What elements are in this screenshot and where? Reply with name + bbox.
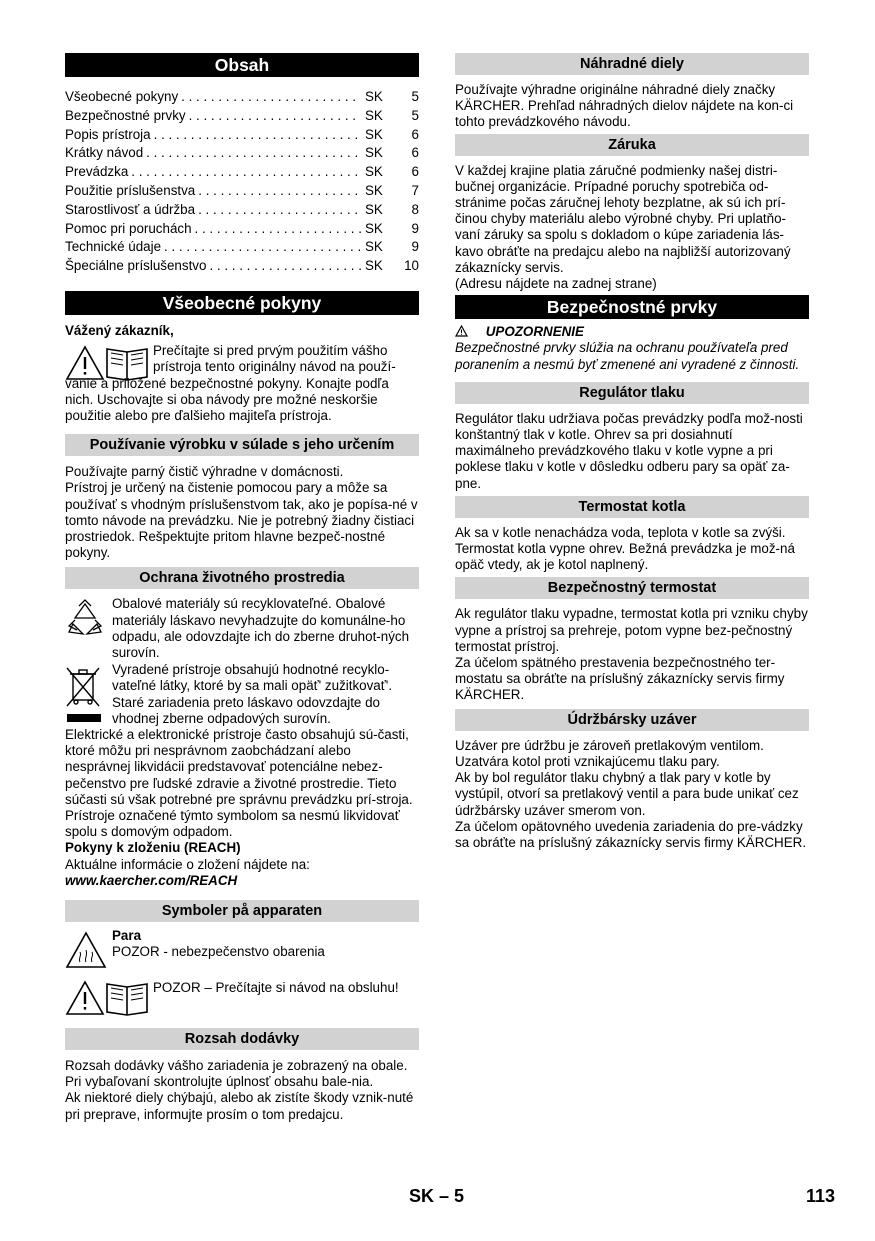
- toc-entry[interactable]: [65, 182, 419, 201]
- warning-line: UPOZORNENIE: [455, 324, 809, 340]
- toc-entry-page: 10: [404, 258, 419, 274]
- maintenance-cap-heading: Údržbársky uzáver: [455, 709, 809, 731]
- thermostat-text: Ak sa v kotle nenachádza voda, teplota v kotle sa zvýši. Termostat kotla vypne ohrev. Bežná prevádzka je mož-ná opäč vtedy, ak je kotol naplnený.: [455, 524, 795, 573]
- packaging-text: Obalové materiály sú recyklovateľné. Obalové materiály láskavo nevyhadzujte do komunálne-ho odpadu, ale odovzdajte ich do zberne druhot-ných surovín.: [112, 596, 410, 661]
- left-column: [65, 53, 419, 1123]
- toc-entry-name: Použitie príslušenstva: [65, 182, 196, 198]
- intro-text: Prečítajte si pred prvým použitím vášho prístroja tento originálny návod na použí-vanie a priložené bezpečnostné pokyny. Konajte podľa nich. Uschovajte si oba návody pre možné neskoršie použitie alebo pre ďalšieho majiteľa prístroja.: [65, 343, 396, 423]
- toc-entry[interactable]: [65, 144, 419, 163]
- footer-page-number: 113: [805, 1186, 835, 1206]
- toc-entry-lang: SK: [365, 126, 383, 142]
- toc-entry-name: Špeciálne príslušenstvo: [65, 258, 207, 274]
- warning-triangle-icon: [455, 325, 468, 337]
- toc-heading: Obsah: [65, 53, 419, 77]
- intended-use-text: Používajte parný čistič výhradne v domácnosti. Prístroj je určený na čistenie pomocou pary a môže sa používať s vhodným príslušenstvom tak, ako je popísa-né v tomto návode na prevádzku. Nie je potrebný žiadny čistiaci prostriedok. Rešpektujte pritom hlavne bezpeč-nostné pokyny.: [65, 464, 418, 561]
- toc-entry-page: 7: [411, 182, 419, 198]
- toc-entry-name: Starostlivosť a údržba: [65, 201, 196, 217]
- warning-manual-icon: [65, 343, 151, 383]
- toc-entry-name: Krátky návod: [65, 145, 144, 161]
- toc-entry-name: Technické údaje: [65, 239, 162, 255]
- warranty-text: V každej krajine platia záručné podmienky našej distri-bučnej organizácie. Prípadné poruchy spotrebiča od-stránime počas záručnej lehoty bezplatne, ak sú ich prí-činou chyby materiálu alebo výrobné chyby. Pri uplatňo-vaní záruky sa spolu s dokladom o kúpe zariadenia lás-kavo obráťte na predajcu alebo na najbližší autorizovaný zákaznícky servis.: [455, 162, 791, 275]
- steam-label: Para: [112, 928, 142, 944]
- footer-section-label: SK – 5: [409, 1186, 465, 1206]
- toc-entry[interactable]: [65, 163, 419, 182]
- intro-block: [65, 343, 419, 424]
- crossed-bin-icon: [65, 664, 101, 728]
- toc-entry-lang: SK: [365, 182, 383, 198]
- delivery-text-1: Rozsah dodávky vášho zariadenia je zobrazený na obale. Pri vybaľovaní skontrolujte úplnosť obsahu bale-nia.: [65, 1058, 408, 1090]
- delivery-heading: Rozsah dodávky: [65, 1028, 419, 1050]
- maintenance-cap-text-2: Ak by bol regulátor tlaku chybný a tlak pary v kotle by vystúpil, otvorí sa pretlakový ventil a para bude unikať cez údržbársky uzáver smerom von.: [455, 770, 799, 818]
- toc-entry-page: 5: [411, 89, 419, 104]
- toc-entry-name: Prevádzka: [65, 164, 129, 180]
- toc-entry-lang: SK: [365, 164, 383, 180]
- electronics-text: Elektrické a elektronické prístroje často obsahujú sú-časti, ktoré môžu pri nesprávnom zaobchádzaní alebo nesprávnej likvidácii predstavovať potenciálne nebez-pečenstvo pre ľudské zdravie a životné prostredie. Tieto súčasti sú však potrebné pre správnu prevádzku prí-stroja. Prístroje označené týmto symbolom sa nesmú likvidovať spolu s domovým odpadom.: [65, 727, 413, 840]
- toc-entry-lang: SK: [365, 145, 383, 161]
- manual-symbol-block: [65, 978, 419, 1024]
- toc-entry-page: 8: [411, 201, 419, 217]
- toc-entry[interactable]: [65, 220, 419, 239]
- manual-text: POZOR – Prečítajte si návod na obsluhu!: [153, 980, 399, 996]
- reach-link[interactable]: www.kaercher.com/REACH: [65, 872, 238, 888]
- toc-leader-dots: [186, 107, 361, 126]
- toc-entry[interactable]: [65, 88, 419, 107]
- toc-entry[interactable]: [65, 238, 419, 257]
- safety-thermostat-text-1: Ak regulátor tlaku vypadne, termostat kotla pri vzniku chyby vypne a prístroj sa prehreje, potom vypne bez-pečnostný termostat prístroj.: [455, 606, 808, 654]
- old-devices-text: Vyradené prístroje obsahujú hodnotné recyklo-vateľné látky, ktoré by sa mali opäť' zužitkovať'. Staré zariadenia preto láskavo odovzdajte do vhodnej zberne odpadových surovín.: [112, 662, 393, 726]
- hot-steam-warning-icon: [65, 930, 107, 970]
- warranty-heading: Záruka: [455, 134, 809, 156]
- toc-entry-name: Pomoc pri poruchách: [65, 220, 192, 236]
- toc-entry-lang: SK: [365, 220, 383, 236]
- toc-entry-lang: SK: [365, 258, 383, 274]
- environment-heading: Ochrana životného prostredia: [65, 567, 419, 589]
- maintenance-cap-text-3: Za účelom opätovného uvedenia zariadenia do pre-vádzky sa obráťte na príslušný zákaznícky servis firmy KÄRCHER.: [455, 818, 807, 850]
- symbols-heading: Symboler på apparaten: [65, 900, 419, 922]
- toc-entry-name: Bezpečnostné prvky: [65, 107, 186, 123]
- old-devices-block: [65, 662, 419, 727]
- spare-parts-text: Používajte výhradne originálne náhradné diely značky KÄRCHER. Prehľad náhradných dielov nájdete na kon-ci tohto prevádzkového návodu.: [455, 82, 794, 130]
- steam-text: POZOR - nebezpečenstvo obarenia: [112, 944, 325, 960]
- toc-leader-dots: [143, 144, 361, 163]
- intended-use-heading: Používanie výrobku v súlade s jeho určením: [65, 434, 419, 456]
- safety-thermostat-text-2: Za účelom spätného prestavenia bezpečnostného ter-mostatu sa obráťte na príslušný zákaznícky servis firmy KÄRCHER.: [455, 655, 785, 703]
- recycling-icon: [65, 598, 105, 638]
- toc-entry-name: Popis prístroja: [65, 126, 151, 142]
- toc-leader-dots: [192, 220, 361, 239]
- warning-text: Bezpečnostné prvky slúžia na ochranu používateľa pred poranením a nesmú byť zmenené ani vyradené z činnosti.: [455, 340, 800, 372]
- packaging-block: [65, 596, 419, 661]
- toc-leader-dots: [128, 163, 361, 182]
- right-column: [455, 53, 809, 851]
- toc-entry[interactable]: [65, 126, 419, 145]
- toc-entry-page: 6: [411, 145, 419, 161]
- toc-entry-name: Všeobecné pokyny: [65, 89, 179, 104]
- greeting: Vážený zákazník,: [65, 322, 174, 338]
- pressure-text: Regulátor tlaku udržiava počas prevádzky podľa mož-nosti konštantný tlak v kotle. Ohrev sa pri dosiahnutí maximálneho prevádzkového tlaku v kotle vypne a pri poklese tlaku v kotle v dôsledku odberu pary sa opäť za-pne.: [455, 410, 803, 491]
- toc-entry-page: 9: [411, 220, 419, 236]
- toc-entry-lang: SK: [365, 107, 383, 123]
- toc-leader-dots: [161, 238, 361, 257]
- delivery-text-2: Ak niektoré diely chýbajú, alebo ak zistíte škody vznik-nuté pri preprave, informujte prosím o tom predajcu.: [65, 1090, 414, 1122]
- read-manual-icon: [65, 978, 151, 1018]
- warranty-address: (Adresu nájdete na zadnej strane): [455, 276, 657, 292]
- toc-entry-lang: SK: [365, 201, 383, 217]
- toc-entry[interactable]: [65, 201, 419, 220]
- toc-entry-page: 5: [411, 107, 419, 123]
- spare-parts-heading: Náhradné diely: [455, 53, 809, 75]
- toc-entry-page: 9: [411, 239, 419, 255]
- reach-text: Aktuálne informácie o zložení nájdete na:: [65, 856, 310, 872]
- toc-entry-page: 6: [411, 164, 419, 180]
- pressure-heading: Regulátor tlaku: [455, 382, 809, 404]
- thermostat-heading: Termostat kotla: [455, 496, 809, 518]
- toc-entry[interactable]: [65, 107, 419, 126]
- toc-leader-dots: [195, 201, 361, 220]
- toc-entry-page: 6: [411, 126, 419, 142]
- reach-title: Pokyny k zloženiu (REACH): [65, 840, 241, 856]
- toc-entry[interactable]: [65, 257, 419, 276]
- table-of-contents: [65, 88, 419, 276]
- toc-entry-lang: SK: [365, 89, 383, 104]
- general-heading: Všeobecné pokyny: [65, 291, 419, 315]
- toc-leader-dots: [151, 126, 361, 145]
- toc-leader-dots: [206, 257, 361, 276]
- safety-heading: Bezpečnostné prvky: [455, 295, 809, 319]
- safety-thermostat-heading: Bezpečnostný termostat: [455, 577, 809, 599]
- steam-symbol-block: [65, 928, 419, 974]
- toc-leader-dots: [195, 182, 361, 201]
- toc-leader-dots: [178, 88, 361, 107]
- toc-entry-lang: SK: [365, 239, 383, 255]
- maintenance-cap-text-1: Uzáver pre údržbu je zároveň pretlakovým ventilom. Uzatvára kotol proti vznikajúcemu tlaku pary.: [455, 737, 764, 769]
